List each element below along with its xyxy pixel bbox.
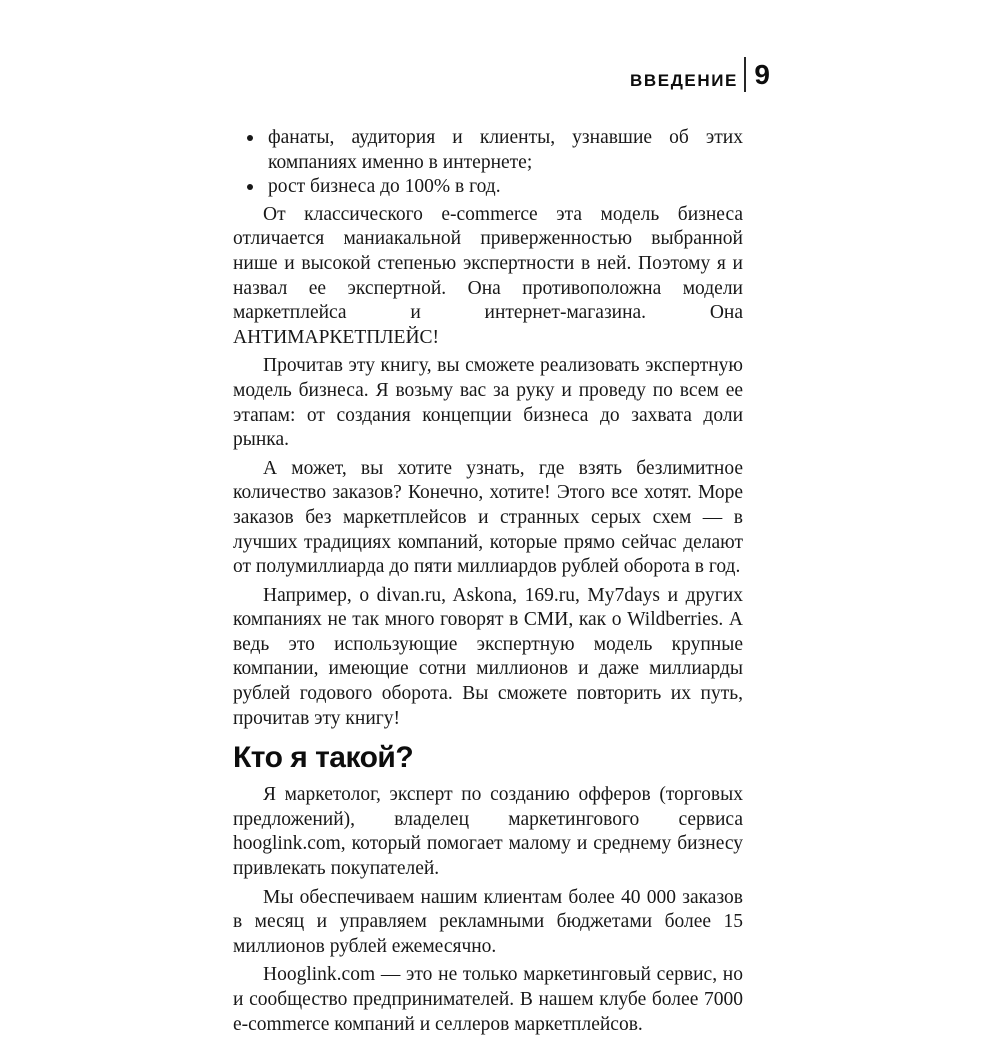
section-heading: Кто я такой? (233, 741, 414, 775)
paragraph (233, 584, 743, 732)
bullet-list-item-text: фанаты, аудитория и клиенты, узнавшие об этих компаниях именно в интернете; (268, 127, 743, 173)
paragraph (233, 783, 743, 881)
bullet-list-item (233, 175, 743, 200)
about-paragraphs (233, 783, 743, 1037)
paragraph-text: Я маркетолог, эксперт по созданию офферов (торговых предложений), владелец маркетингового сервиса hooglink.com, который помогает малому и среднему бизнесу привлекать покупателей. (233, 784, 743, 880)
paragraph-text: Мы обеспечиваем нашим клиентам более 40 000 заказов в месяц и управляем рекламными бюджетами более 15 миллионов рублей ежемесячно. (233, 886, 743, 957)
paragraph (233, 203, 743, 351)
paragraph-text: Прочитав эту книгу, вы сможете реализовать экспертную модель бизнеса. Я возьму вас за руку и проведу по всем ее этапам: от создания концепции бизнеса до захвата доли рынка. (233, 355, 743, 451)
paragraph-text: Например, о divan.ru, Askona, 169.ru, My7days и других компаниях не так много говорят в СМИ, как о Wildberries. А ведь это использующие экспертную модель крупные компании, имеющие сотни миллионов и даже миллиарды рублей годового оборота. Вы сможете повторить их путь, прочитав эту книгу! (233, 584, 743, 729)
bullet-list-item-text: рост бизнеса до 100% в год. (268, 176, 501, 198)
page-number: 9 (754, 59, 769, 90)
header-divider-rule (744, 57, 746, 92)
intro-paragraphs (233, 203, 743, 731)
paragraph (233, 457, 743, 580)
paragraph-text: От классического e-commerce эта модель бизнеса отличается маниакальной приверженностью выбранной нише и высокой степенью экспертности в ней. Поэтому я и назвал ее экспертной. Она противоположна модели маркетплейса и интернет-магазина. Она АНТИМАРКЕТПЛЕЙС! (233, 203, 743, 348)
bullet-list (233, 126, 743, 200)
bullet-list-item (233, 126, 743, 175)
paragraph (233, 354, 743, 452)
running-head-section-title: ВВЕДЕНИЕ (630, 71, 738, 90)
paragraph (233, 963, 743, 1037)
paragraph-text: Hooglink.com — это не только маркетинговый сервис, но и сообщество предпринимателей. В нашем клубе более 7000 e-commerce компаний и селлеров маркетплейсов. (233, 964, 743, 1035)
paragraph-text: А может, вы хотите узнать, где взять безлимитное количество заказов? Конечно, хотите! Этого все хотят. Море заказов без маркетплейсов и странных серых схем — в лучших традициях компаний, которые прямо сейчас делают от полумиллиарда до пяти миллиардов рублей оборота в год. (233, 457, 743, 578)
paragraph (233, 886, 743, 960)
text-column (233, 126, 743, 1037)
